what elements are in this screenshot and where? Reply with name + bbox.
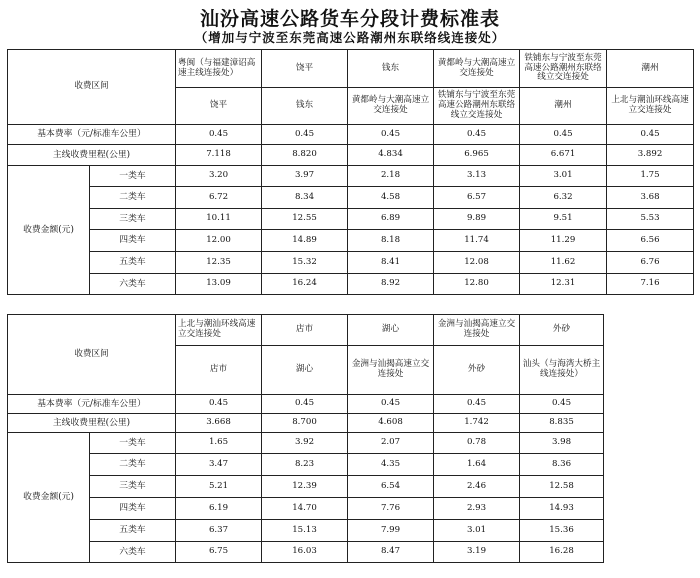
fee-cell: 7.99 [348, 520, 434, 542]
mileage-cell: 6.965 [434, 145, 520, 166]
fee-cell: 6.89 [348, 209, 434, 230]
vehicle-class-label: 一类车 [90, 433, 176, 454]
fee-cell: 15.32 [262, 252, 348, 274]
section-from-cell: 黄都岭与大潮高速立交连接处 [434, 50, 520, 88]
mileage-label: 主线收费里程(公里) [8, 414, 176, 433]
vehicle-class-label: 五类车 [90, 520, 176, 542]
section-to-cell: 黄都岭与大潮高速立交连接处 [348, 88, 434, 125]
fee-cell: 8.41 [348, 252, 434, 274]
amount-label: 收费金额(元) [8, 433, 90, 563]
fee-row [8, 209, 694, 230]
fee-cell: 14.93 [520, 498, 604, 520]
mileage-cell: 8.820 [262, 145, 348, 166]
mileage-cell: 3.668 [176, 414, 262, 433]
mileage-label: 主线收费里程(公里) [8, 145, 176, 166]
document-subtitle: （增加与宁波至东莞高速公路潮州东联络线连接处） [194, 30, 506, 45]
mileage-cell: 4.608 [348, 414, 434, 433]
fee-cell: 16.28 [520, 542, 604, 563]
section-from-cell: 金洲与汕揭高速立交连接处 [434, 315, 520, 346]
fee-row [8, 230, 694, 252]
fee-cell: 6.72 [176, 187, 262, 209]
header-row-from [8, 50, 694, 88]
fee-cell: 3.19 [434, 542, 520, 563]
amount-label: 收费金额(元) [8, 166, 90, 295]
fee-cell: 11.29 [520, 230, 607, 252]
mileage-row [8, 414, 604, 433]
fee-cell: 3.20 [176, 166, 262, 187]
fee-cell: 3.13 [434, 166, 520, 187]
base-rate-label: 基本费率（元/标准车公里） [8, 125, 176, 145]
section-from-cell: 店市 [262, 315, 348, 346]
vehicle-class-label: 三类车 [90, 476, 176, 498]
fee-row [8, 274, 694, 295]
base-rate-cell: 0.45 [176, 395, 262, 414]
section-label: 收费区间 [8, 315, 176, 395]
mileage-cell: 8.835 [520, 414, 604, 433]
fee-cell: 9.89 [434, 209, 520, 230]
fee-cell: 1.64 [434, 454, 520, 476]
fee-cell: 6.75 [176, 542, 262, 563]
fee-cell: 12.31 [520, 274, 607, 295]
section-to-cell: 上北与潮汕环线高速立交连接处 [607, 88, 694, 125]
section-from-cell: 上北与潮汕环线高速立交连接处 [176, 315, 262, 346]
fee-cell: 16.03 [262, 542, 348, 563]
section-from-cell: 外砂 [520, 315, 604, 346]
base-rate-cell: 0.45 [434, 395, 520, 414]
fee-cell: 15.13 [262, 520, 348, 542]
section-to-cell: 饶平 [176, 88, 262, 125]
fee-cell: 12.80 [434, 274, 520, 295]
section-to-cell: 店市 [176, 346, 262, 395]
vehicle-class-label: 六类车 [90, 542, 176, 563]
mileage-cell: 8.700 [262, 414, 348, 433]
fee-row [8, 520, 604, 542]
fee-cell: 12.35 [176, 252, 262, 274]
section-to-cell: 金洲与汕揭高速立交连接处 [348, 346, 434, 395]
mileage-cell: 4.834 [348, 145, 434, 166]
fee-cell: 3.97 [262, 166, 348, 187]
fee-cell: 2.46 [434, 476, 520, 498]
fee-cell: 1.65 [176, 433, 262, 454]
fee-cell: 6.76 [607, 252, 694, 274]
fee-cell: 6.54 [348, 476, 434, 498]
fee-row [8, 476, 604, 498]
section-to-cell: 钱东 [262, 88, 348, 125]
section-to-cell: 铁铺东与宁波至东莞高速公路潮州东联络线立交连接处 [434, 88, 520, 125]
fee-cell: 14.89 [262, 230, 348, 252]
fee-cell: 8.36 [520, 454, 604, 476]
mileage-cell: 7.118 [176, 145, 262, 166]
base-rate-cell: 0.45 [348, 395, 434, 414]
fee-row [8, 498, 604, 520]
section-from-cell: 湖心 [348, 315, 434, 346]
vehicle-class-label: 一类车 [90, 166, 176, 187]
section-from-cell: 钱东 [348, 50, 434, 88]
fee-row [8, 542, 604, 563]
fee-table-2 [7, 314, 604, 563]
fee-cell: 8.47 [348, 542, 434, 563]
fee-cell: 10.11 [176, 209, 262, 230]
document-title: 汕汾高速公路货车分段计费标准表 [199, 8, 500, 30]
fee-cell: 3.98 [520, 433, 604, 454]
fee-row [8, 187, 694, 209]
fee-cell: 7.76 [348, 498, 434, 520]
fee-cell: 15.36 [520, 520, 604, 542]
base-rate-row [8, 395, 604, 414]
section-from-cell: 饶平 [262, 50, 348, 88]
fee-cell: 5.21 [176, 476, 262, 498]
base-rate-cell: 0.45 [520, 125, 607, 145]
mileage-row [8, 145, 694, 166]
mileage-cell: 1.742 [434, 414, 520, 433]
fee-cell: 2.93 [434, 498, 520, 520]
fee-cell: 6.56 [607, 230, 694, 252]
header-row-from [8, 315, 604, 346]
fee-cell: 4.58 [348, 187, 434, 209]
fee-cell: 12.39 [262, 476, 348, 498]
vehicle-class-label: 六类车 [90, 274, 176, 295]
mileage-cell: 6.671 [520, 145, 607, 166]
base-rate-cell: 0.45 [607, 125, 694, 145]
fee-row [8, 454, 604, 476]
fee-cell: 2.18 [348, 166, 434, 187]
fee-cell: 3.92 [262, 433, 348, 454]
vehicle-class-label: 二类车 [90, 187, 176, 209]
base-rate-cell: 0.45 [434, 125, 520, 145]
section-from-cell: 铁铺东与宁波至东莞高速公路潮州东联络线立交连接处 [520, 50, 607, 88]
fee-cell: 6.37 [176, 520, 262, 542]
base-rate-cell: 0.45 [176, 125, 262, 145]
fee-cell: 6.32 [520, 187, 607, 209]
fee-cell: 12.55 [262, 209, 348, 230]
fee-cell: 12.08 [434, 252, 520, 274]
fee-cell: 2.07 [348, 433, 434, 454]
fee-cell: 9.51 [520, 209, 607, 230]
vehicle-class-label: 四类车 [90, 498, 176, 520]
fee-cell: 3.01 [520, 166, 607, 187]
base-rate-cell: 0.45 [262, 125, 348, 145]
fee-cell: 3.68 [607, 187, 694, 209]
fee-cell: 5.53 [607, 209, 694, 230]
fee-cell: 13.09 [176, 274, 262, 295]
fee-cell: 11.74 [434, 230, 520, 252]
mileage-cell: 3.892 [607, 145, 694, 166]
fee-cell: 0.78 [434, 433, 520, 454]
fee-cell: 1.75 [607, 166, 694, 187]
fee-cell: 16.24 [262, 274, 348, 295]
fee-cell: 14.70 [262, 498, 348, 520]
fee-cell: 6.19 [176, 498, 262, 520]
vehicle-class-label: 三类车 [90, 209, 176, 230]
section-to-cell: 湖心 [262, 346, 348, 395]
section-from-cell: 粤闽（与福建漳诏高速主线连接处） [176, 50, 262, 88]
base-rate-cell: 0.45 [348, 125, 434, 145]
fee-cell: 3.47 [176, 454, 262, 476]
base-rate-cell: 0.45 [262, 395, 348, 414]
fee-table-1 [7, 49, 694, 295]
fee-cell: 8.34 [262, 187, 348, 209]
section-to-cell: 汕头（与海湾大桥主线连接处） [520, 346, 604, 395]
section-from-cell: 潮州 [607, 50, 694, 88]
fee-cell: 4.35 [348, 454, 434, 476]
section-to-cell: 潮州 [520, 88, 607, 125]
base-rate-row [8, 125, 694, 145]
fee-cell: 6.57 [434, 187, 520, 209]
fee-cell: 8.92 [348, 274, 434, 295]
fee-cell: 8.18 [348, 230, 434, 252]
fee-cell: 8.23 [262, 454, 348, 476]
vehicle-class-label: 五类车 [90, 252, 176, 274]
section-label: 收费区间 [8, 50, 176, 125]
fee-cell: 11.62 [520, 252, 607, 274]
fee-cell: 3.01 [434, 520, 520, 542]
fee-cell: 12.00 [176, 230, 262, 252]
section-to-cell: 外砂 [434, 346, 520, 395]
fee-cell: 7.16 [607, 274, 694, 295]
fee-row [8, 433, 604, 454]
base-rate-cell: 0.45 [520, 395, 604, 414]
fee-row [8, 166, 694, 187]
fee-row [8, 252, 694, 274]
base-rate-label: 基本费率（元/标准车公里） [8, 395, 176, 414]
vehicle-class-label: 四类车 [90, 230, 176, 252]
vehicle-class-label: 二类车 [90, 454, 176, 476]
fee-cell: 12.58 [520, 476, 604, 498]
